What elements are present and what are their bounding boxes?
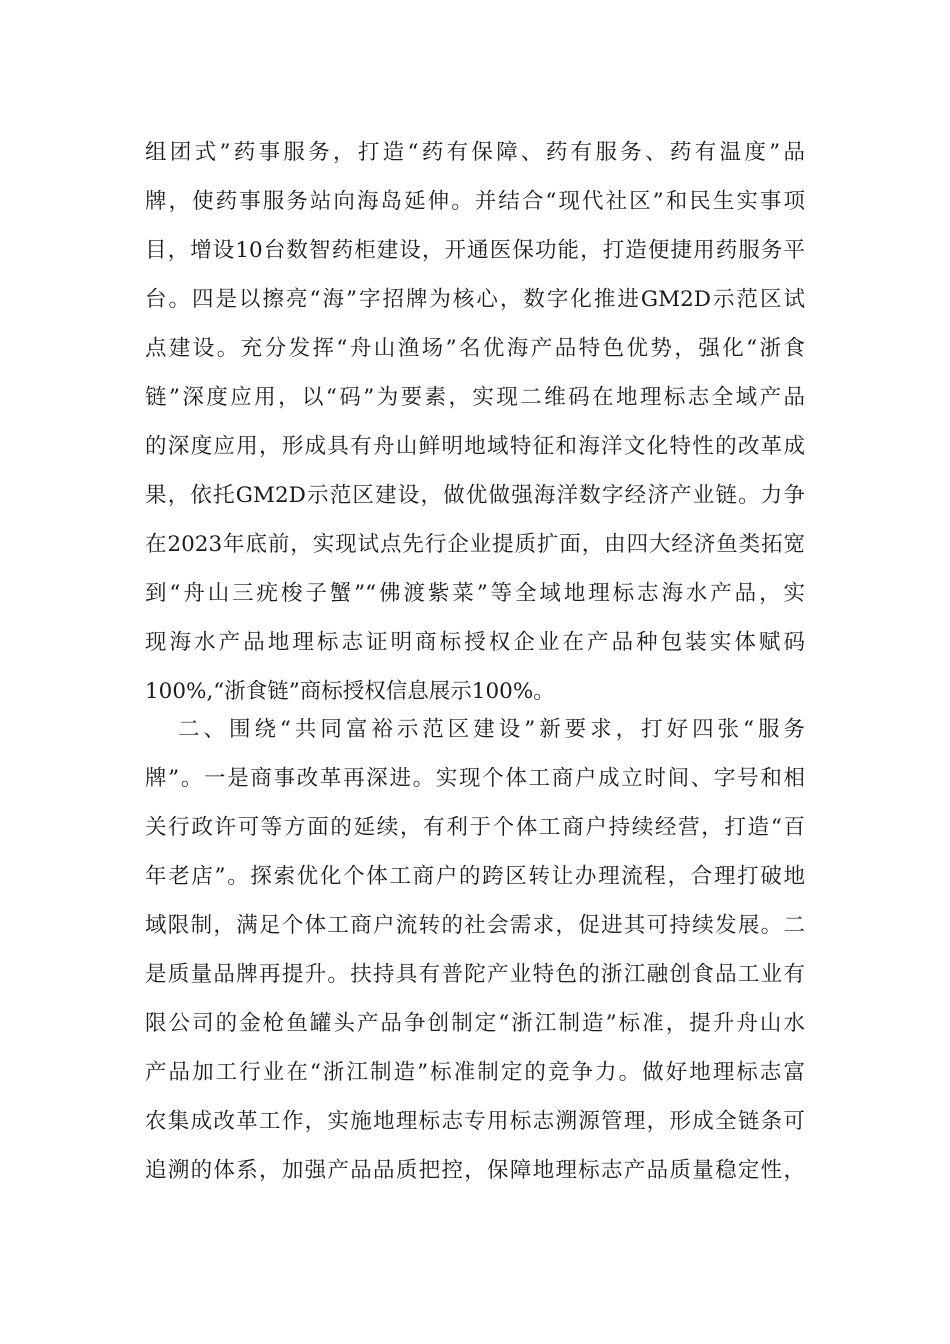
text-line: 点建设。充分发挥“舟山渔场”名优海产品特色优势，强化“浙食 — [145, 336, 805, 361]
text-line: 链”深度应用，以“码”为要素，实现二维码在地理标志全域产品 — [145, 385, 805, 410]
text-line: 在2023年底前，实现试点先行企业提质扩面，由四大经济鱼类拓宽 — [145, 532, 805, 557]
text-line: 到“舟山三疣梭子蟹”“佛渡紫菜”等全域地理标志海水产品，实 — [145, 581, 805, 606]
text-line: 是质量品牌再提升。扶持具有普陀产业特色的浙江融创食品工业有 — [145, 962, 805, 987]
text-line: 关行政许可等方面的延续，有利于个体工商户持续经营，打造“百 — [145, 815, 805, 840]
paragraph-1 — [145, 128, 805, 716]
text-line: 域限制，满足个体工商户流转的社会需求，促进其可持续发展。二 — [145, 913, 805, 938]
text-line: 农集成改革工作，实施地理标志专用标志溯源管理，形成全链条可 — [145, 1109, 805, 1134]
text-line: 追溯的体系，加强产品品质把控，保障地理标志产品质量稳定性， — [145, 1158, 805, 1183]
text-line: 二、围绕“共同富裕示范区建设”新要求，打好四张“服务 — [178, 717, 805, 742]
text-line: 组团式”药事服务，打造“药有保障、药有服务、药有温度”品 — [145, 140, 805, 165]
text-line: 的深度应用，形成具有舟山鲜明地域特征和海洋文化特性的改革成 — [145, 434, 805, 459]
text-line: 目，增设10台数智药柜建设，开通医保功能，打造便捷用药服务平 — [145, 238, 805, 263]
text-line: 产品加工行业在“浙江制造”标准制定的竞争力。做好地理标志富 — [145, 1060, 805, 1085]
text-line: 牌，使药事服务站向海岛延伸。并结合“现代社区”和民生实事项 — [145, 189, 805, 214]
text-line: 100%,“浙食链”商标授权信息展示100%。 — [145, 679, 555, 704]
text-line: 果，依托GM2D示范区建设，做优做强海洋数字经济产业链。力争 — [145, 483, 805, 508]
text-line: 牌”。一是商事改革再深进。实现个体工商户成立时间、字号和相 — [145, 766, 805, 791]
text-line: 限公司的金枪鱼罐头产品争创制定“浙江制造”标准，提升舟山水 — [145, 1011, 805, 1036]
text-line: 年老店”。探索优化个体工商户的跨区转让办理流程，合理打破地 — [145, 864, 805, 889]
text-line: 台。四是以擦亮“海”字招牌为核心，数字化推进GM2D示范区试 — [145, 287, 805, 312]
paragraph-2 — [145, 705, 805, 1195]
text-line: 现海水产品地理标志证明商标授权企业在产品种包装实体赋码 — [145, 630, 805, 655]
